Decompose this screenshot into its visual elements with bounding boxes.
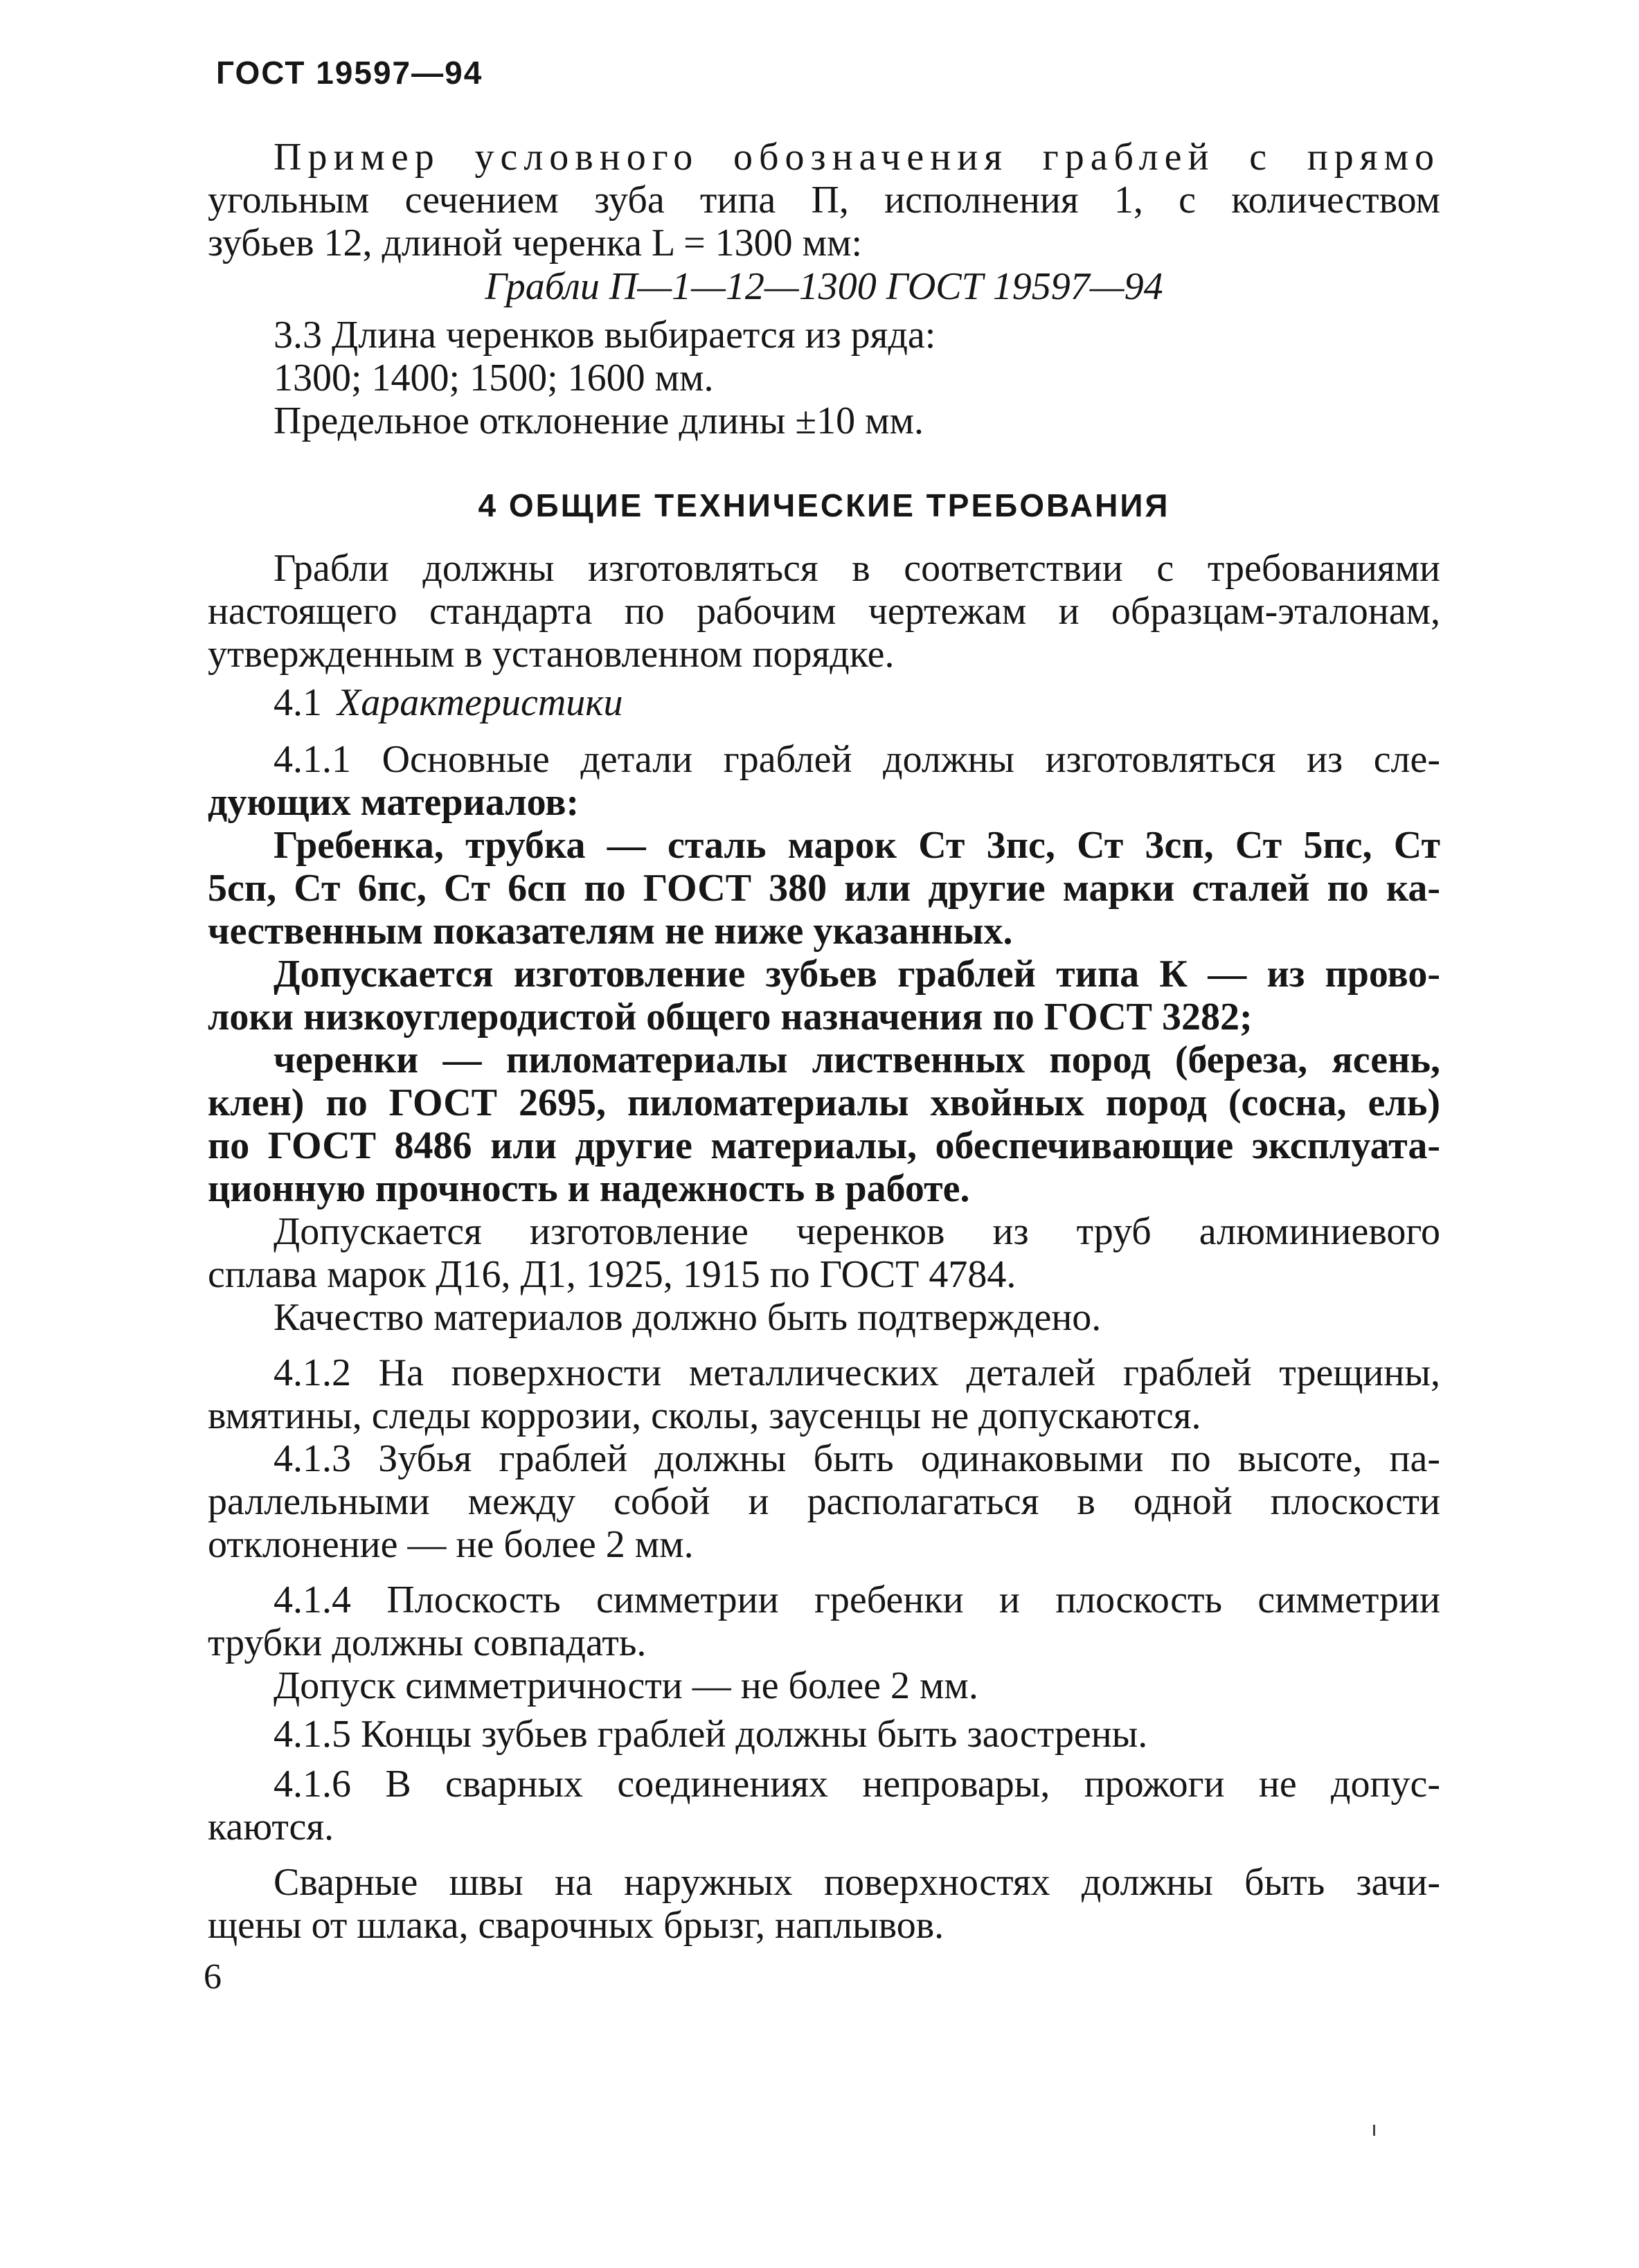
clause-4-1-1-line-9: клен) по ГОСТ 2695, пиломатериалы хвойных пород (сосна, ель) (208, 1081, 1440, 1124)
subsection-4-1 (274, 681, 623, 725)
clause-4-1-6-line-1: 4.1.6 В сварных соединениях непровары, прожоги не допус- (274, 1763, 1440, 1806)
clause-4-1-3-line-2: раллельными между собой и располагаться в одной плоскости (208, 1480, 1440, 1523)
clause-4-1-1-line-3: Гребенка, трубка — сталь марок Ст 3пс, Ст 3сп, Ст 5пс, Ст (274, 824, 1440, 867)
clause-4-1-3-line-1: 4.1.3 Зубья граблей должны быть одинаковыми по высоте, па- (274, 1437, 1440, 1480)
subsection-title: Характеристики (337, 681, 623, 724)
clause-4-1-4-line-2: трубки должны совпадать. (208, 1621, 647, 1664)
intro-line-2: угольным сечением зуба типа П, исполнения 1, с количеством (208, 179, 1440, 222)
clause-3-3-line-2: 1300; 1400; 1500; 1600 мм. (274, 357, 714, 399)
clause-4-1-2-line-2: вмятины, следы коррозии, сколы, заусенцы не допускаются. (208, 1394, 1201, 1437)
clause-4-1-2-line-1: 4.1.2 На поверхности металлических деталей граблей трещины, (274, 1351, 1440, 1394)
section-4-intro-line-1: Грабли должны изготовляться в соответствии с требованиями (274, 547, 1440, 590)
page-number: 6 (204, 1957, 222, 1997)
clause-4-1-1-line-10: по ГОСТ 8486 или другие материалы, обеспечивающие эксплуата- (208, 1124, 1440, 1167)
clause-4-1-1-line-11: ционную прочность и надежность в работе. (208, 1167, 970, 1210)
clause-4-1-1-line-1: 4.1.1 Основные детали граблей должны изготовляться из сле- (274, 738, 1440, 781)
clause-3-3-line-3: Предельное отклонение длины ±10 мм. (274, 399, 924, 442)
clause-4-1-6-line-4: щены от шлака, сварочных брызг, наплывов. (208, 1904, 944, 1947)
clause-4-1-1-line-2: дующих материалов: (208, 781, 580, 824)
intro-line-3: зубьев 12, длиной черенка L = 1300 мм: (208, 222, 863, 264)
running-header: ГОСТ 19597—94 (216, 55, 483, 91)
clause-4-1-1-line-13: сплава марок Д16, Д1, 1925, 1915 по ГОСТ 4784. (208, 1253, 1016, 1296)
clause-4-1-1-line-12: Допускается изготовление черенков из труб алюминиевого (274, 1210, 1440, 1253)
clause-4-1-4-line-3: Допуск симметричности — не более 2 мм. (274, 1664, 978, 1707)
intro-line-1: Пример условного обозначения граблей с прямо (274, 136, 1440, 179)
clause-3-3-line-1: 3.3 Длина черенков выбирается из ряда: (274, 314, 936, 357)
clause-4-1-1-line-7: локи низкоуглеродистой общего назначения по ГОСТ 3282; (208, 996, 1253, 1038)
clause-4-1-4-line-1: 4.1.4 Плоскость симметрии гребенки и плоскость симметрии (274, 1578, 1440, 1621)
clause-4-1-1-line-5: чественным показателям не ниже указанных. (208, 910, 1013, 953)
clause-4-1-3-line-3: отклонение — не более 2 мм. (208, 1523, 694, 1566)
scan-speck (1373, 2125, 1375, 2136)
subsection-number: 4.1 (274, 681, 322, 724)
designation-example: Грабли П—1—12—1300 ГОСТ 19597—94 (485, 265, 1163, 308)
section-4-heading: 4 ОБЩИЕ ТЕХНИЧЕСКИЕ ТРЕБОВАНИЯ (478, 487, 1170, 523)
clause-4-1-5-line-1: 4.1.5 Концы зубьев граблей должны быть заострены. (274, 1713, 1148, 1756)
clause-4-1-6-line-3: Сварные швы на наружных поверхностях должны быть зачи- (274, 1861, 1440, 1904)
section-4-intro-line-3: утвержденным в установленном порядке. (208, 633, 895, 676)
clause-4-1-1-line-14: Качество материалов должно быть подтверждено. (274, 1296, 1102, 1339)
section-4-intro-line-2: настоящего стандарта по рабочим чертежам и образцам-эталонам, (208, 590, 1440, 633)
clause-4-1-1-line-6: Допускается изготовление зубьев граблей типа К — из прово- (274, 953, 1440, 996)
clause-4-1-6-line-2: каются. (208, 1806, 334, 1848)
clause-4-1-1-line-4: 5сп, Ст 6пс, Ст 6сп по ГОСТ 380 или другие марки сталей по ка- (208, 867, 1440, 910)
clause-4-1-1-line-8: черенки — пиломатериалы лиственных пород (береза, ясень, (274, 1038, 1440, 1081)
